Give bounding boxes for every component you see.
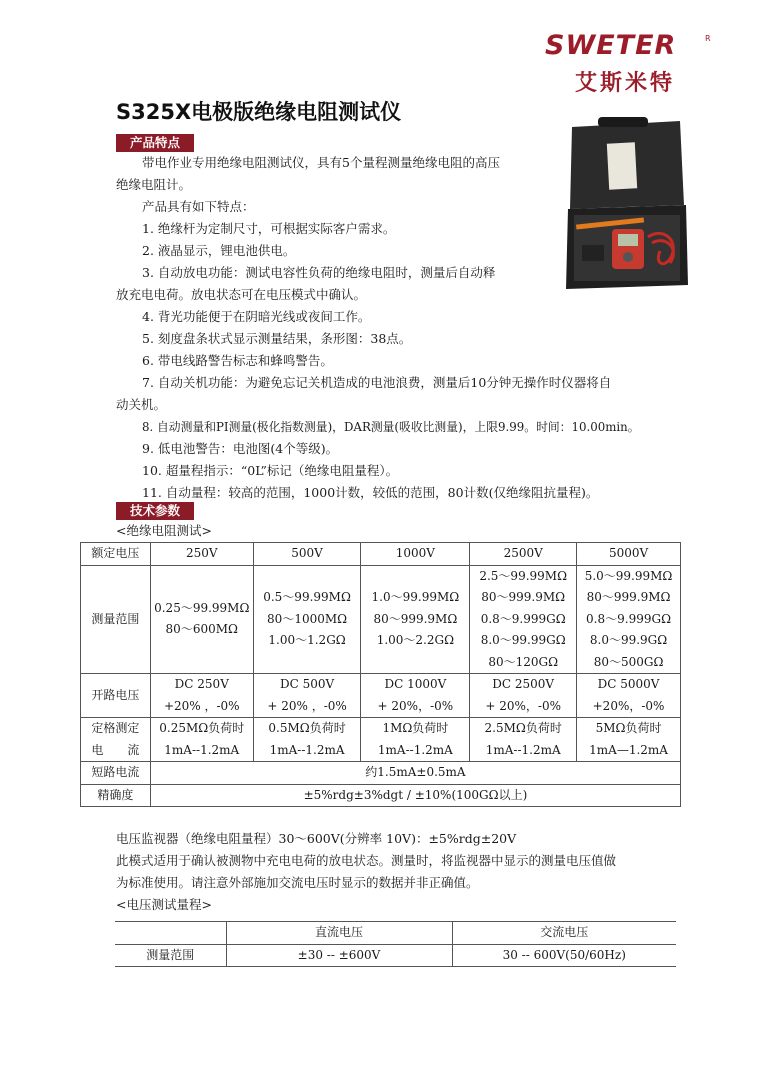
open-value: DC 5000V	[597, 677, 660, 691]
rated-label: 电 流	[91, 742, 140, 757]
rated-current: 1mA--1.2mA	[485, 742, 561, 757]
feature-item: 动关机。	[116, 397, 167, 412]
short-label: 短路电流	[81, 762, 151, 785]
feature-item: 3. 自动放电功能：测试电容性负荷的绝缘电阻时，测量后自动释	[142, 265, 496, 280]
voltage-header: 500V	[253, 543, 361, 566]
header-label: 额定电压	[81, 543, 151, 566]
open-label: 开路电压	[81, 674, 151, 718]
specs-badge: 技术参数	[116, 502, 194, 520]
voltage-table	[115, 921, 676, 967]
feature-item: 2. 液晶显示，锂电池供电。	[142, 243, 296, 258]
table-row	[81, 762, 681, 785]
range-value: 1.0～99.99MΩ	[371, 590, 460, 604]
range-value: 2.5～99.99MΩ	[479, 568, 568, 583]
feature-item: 5. 刻度盘条状式显示测量结果，条形图：38点。	[142, 331, 412, 346]
open-tolerance: + 20%，-0%	[377, 698, 454, 713]
accuracy-value: ±5%rdg±3%dgt / ±10%(100GΩ以上)	[150, 784, 680, 807]
rated-load: 2.5MΩ负荷时	[484, 721, 562, 735]
rated-load: 0.5MΩ负荷时	[268, 721, 346, 735]
rated-current: 1mA—1.2mA	[589, 742, 668, 757]
voltage-caption: <电压测试量程>	[116, 897, 212, 912]
registered-mark: R	[705, 34, 711, 43]
table-row	[115, 944, 676, 967]
open-tolerance: + 20% ，-0%	[267, 698, 347, 713]
intro-line-3: 产品具有如下特点：	[142, 199, 255, 214]
table-row	[81, 784, 681, 807]
range-value: 1.00～2.2GΩ	[376, 633, 455, 647]
rated-load: 1MΩ负荷时	[382, 721, 449, 735]
insulation-caption: <绝缘电阻测试>	[116, 523, 212, 538]
range-value: 1.00～1.2GΩ	[268, 633, 346, 647]
open-value: DC 1000V	[384, 677, 447, 691]
range-value: 8.0～99.99GΩ	[480, 633, 566, 647]
open-tolerance: +20%，-0%	[592, 698, 665, 713]
rated-load: 5MΩ负荷时	[595, 721, 662, 735]
rated-current: 1mA--1.2mA	[269, 742, 345, 757]
range-label: 测量范围	[81, 565, 151, 674]
dc-header: 直流电压	[226, 922, 452, 945]
open-value: DC 2500V	[492, 677, 555, 691]
range-value: 5.0～99.99MΩ	[584, 568, 673, 583]
feature-item: 10. 超量程指示：“0L”标记（绝缘电阻量程）。	[142, 463, 399, 478]
feature-item: 7. 自动关机功能：为避免忘记关机造成的电池浪费，测量后10分钟无操作时仪器将自	[142, 375, 612, 390]
table-row	[115, 922, 676, 945]
open-tolerance: + 20%，-0%	[485, 698, 561, 713]
voltage-header: 250V	[150, 543, 253, 566]
table-row	[81, 718, 681, 762]
range-value: 0.8～9.999GΩ	[586, 611, 672, 626]
rated-label: 定格测定	[91, 721, 140, 735]
feature-item: 4. 背光功能便于在阴暗光线或夜间工作。	[142, 309, 371, 324]
range-value: 80～999.9MΩ	[373, 611, 458, 626]
range-value: 0.8～9.999GΩ	[480, 611, 566, 626]
voltage-header: 2500V	[470, 543, 577, 566]
feature-item: 9. 低电池警告：电池图(4个等级)。	[142, 441, 339, 456]
range-value: 80～120GΩ	[488, 654, 559, 669]
short-value: 约1.5mA±0.5mA	[150, 762, 680, 785]
feature-item: 1. 绝缘杆为定制尺寸，可根据实际客户需求。	[142, 221, 396, 236]
brand-name: SWETER	[545, 30, 677, 61]
range-value: 80～600MΩ	[165, 622, 238, 637]
range-value: 0.5～99.99MΩ	[263, 590, 351, 604]
brand-logo	[545, 30, 715, 100]
voltage-header: 5000V	[577, 543, 681, 566]
brand-cn-name: 艾斯米特	[575, 71, 676, 96]
range-value: 80～999.9MΩ	[481, 590, 566, 604]
range-value: 80～500GΩ	[593, 654, 664, 669]
rated-load: 0.25MΩ负荷时	[159, 721, 245, 735]
empty-header	[115, 922, 226, 945]
intro-line-1: 带电作业专用绝缘电阻测试仪，具有5个量程测量绝缘电阻的高压	[142, 155, 500, 170]
feature-item: 6. 带电线路警告标志和蜂鸣警告。	[142, 353, 333, 368]
monitor-line: 此模式适用于确认被测物中充电电荷的放电状态。测量时，将监视器中显示的测量电压值做	[116, 853, 617, 868]
monitor-line: 为标准使用。请注意外部施加交流电压时显示的数据并非正确值。	[116, 875, 479, 890]
ac-range: 30 -- 600V(50/60Hz)	[452, 944, 676, 967]
ac-header: 交流电压	[452, 922, 676, 945]
feature-item: 8. 自动测量和PI测量(极化指数测量)，DAR测量(吸收比测量)，上限9.99。时间：10.00min。	[142, 420, 640, 434]
range-label: 测量范围	[115, 944, 226, 967]
rated-current: 1mA--1.2mA	[377, 742, 453, 757]
open-value: DC 250V	[174, 677, 229, 691]
page-title: S325X电极版绝缘电阻测试仪	[116, 100, 402, 124]
range-value: 0.25～99.99MΩ	[154, 600, 250, 615]
feature-item: 放充电电荷。放电状态可在电压模式中确认。	[116, 287, 367, 302]
rated-current: 1mA--1.2mA	[164, 742, 240, 757]
voltage-header: 1000V	[361, 543, 470, 566]
monitor-line: 电压监视器（绝缘电阻量程）30～600V(分辨率 10V)：±5%rdg±20V	[116, 831, 517, 846]
features-badge: 产品特点	[116, 134, 194, 152]
open-value: DC 500V	[279, 677, 335, 691]
intro-line-2: 绝缘电阻计。	[116, 177, 192, 192]
open-tolerance: +20% ，-0%	[163, 698, 240, 713]
insulation-table	[80, 542, 681, 807]
accuracy-label: 精确度	[81, 784, 151, 807]
product-photo	[562, 117, 690, 299]
dc-range: ±30 -- ±600V	[226, 944, 452, 967]
feature-item: 11. 自动量程：较高的范围，1000计数，较低的范围，80计数(仅绝缘阻抗量程)。	[142, 485, 599, 500]
table-row	[81, 543, 681, 566]
range-value: 80～1000MΩ	[267, 611, 348, 626]
range-value: 80～999.9MΩ	[586, 590, 671, 604]
table-row	[81, 674, 681, 718]
table-row	[81, 565, 681, 674]
range-value: 8.0～99.9GΩ	[589, 633, 668, 647]
